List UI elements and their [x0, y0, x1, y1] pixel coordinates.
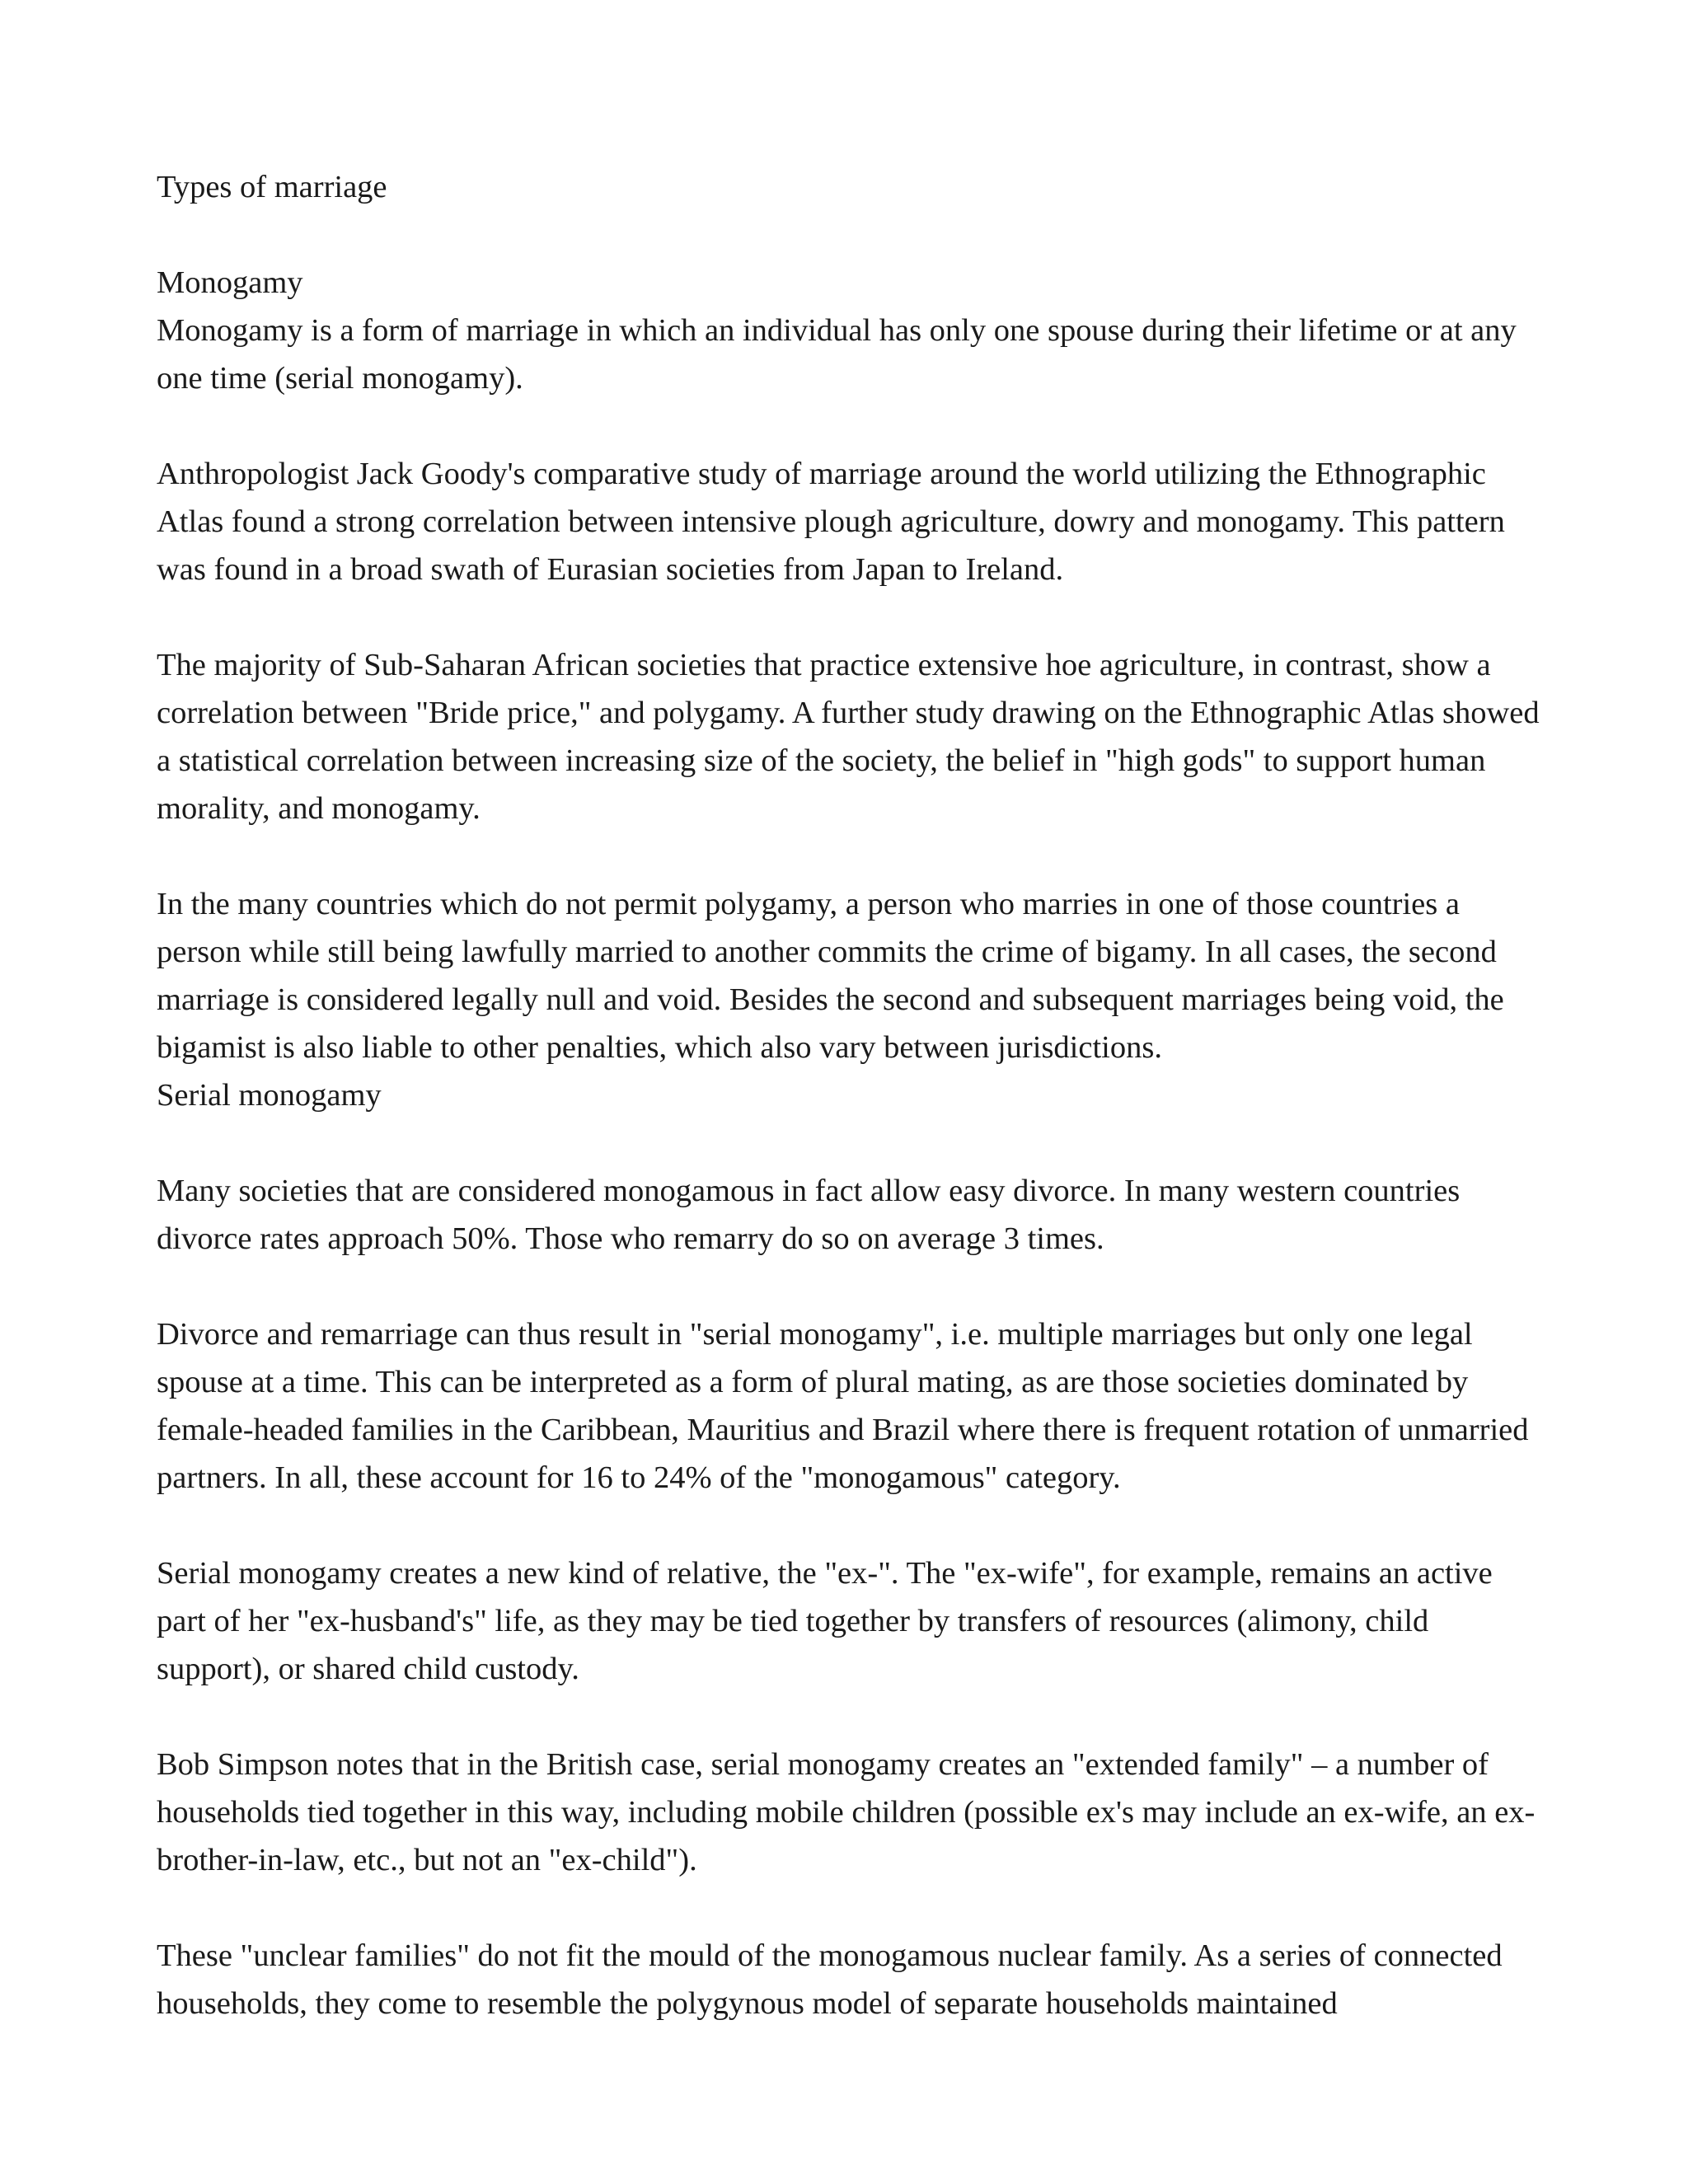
document-title: Types of marriage	[157, 170, 387, 204]
paragraph-bigamy: In the many countries which do not permit polygamy, a person who marries in one of those countries a person while still being lawfully married to another commits the crime of bigamy. In all cases, the second marriage is considered legally null and void. Besides the second and subsequent marriages being void, the bigamist is also liable to other penalties, which also vary between jurisdictions.	[157, 887, 1504, 1065]
paragraph-sub-saharan: The majority of Sub-Saharan African societies that practice extensive hoe agriculture, in contrast, show a correlation between "Bride price," and polygamy. A further study drawing on the Ethnographic Atlas showed a statistical correlation between increasing size of the society, the belief in "high gods" to support human morality, and monogamy.	[157, 648, 1540, 826]
document-body	[157, 163, 1550, 2027]
paragraph-ex-relative: Serial monogamy creates a new kind of relative, the "ex-". The "ex-wife", for example, remains an active part of her "ex-husband's" life, as they may be tied together by transfers of resources (alimony, child support), or shared child custody.	[157, 1556, 1493, 1686]
paragraph-divorce-rates: Many societies that are considered monogamous in fact allow easy divorce. In many western countries divorce rates approach 50%. Those who remarry do so on average 3 times.	[157, 1174, 1461, 1256]
section-heading-monogamy: Monogamy	[157, 265, 303, 300]
section-heading-serial-monogamy: Serial monogamy	[157, 1078, 382, 1113]
paragraph-goody-study: Anthropologist Jack Goody's comparative study of marriage around the world utilizing the Ethnographic Atlas found a strong correlation between intensive plough agriculture, dowry and monogamy. This pattern was found in a broad swath of Eurasian societies from Japan to Ireland.	[157, 457, 1505, 587]
paragraph-remarriage: Divorce and remarriage can thus result in "serial monogamy", i.e. multiple marriages but only one legal spouse at a time. This can be interpreted as a form of plural mating, as are those societies dominated by female-headed families in the Caribbean, Mauritius and Brazil where there is frequent rotation of unmarried partners. In all, these account for 16 to 24% of the "monogamous" category.	[157, 1317, 1529, 1495]
paragraph-simpson: Bob Simpson notes that in the British case, serial monogamy creates an "extended family" – a number of households tied together in this way, including mobile children (possible ex's may include an ex-wife, an ex-brother-in-law, etc., but not an "ex-child").	[157, 1747, 1536, 1877]
paragraph-unclear-families: These "unclear families" do not fit the mould of the monogamous nuclear family. As a series of connected households, they come to resemble the polygynous model of separate households maintained	[157, 1938, 1503, 2021]
paragraph-monogamy-definition: Monogamy is a form of marriage in which an individual has only one spouse during their lifetime or at any one time (serial monogamy).	[157, 313, 1517, 396]
